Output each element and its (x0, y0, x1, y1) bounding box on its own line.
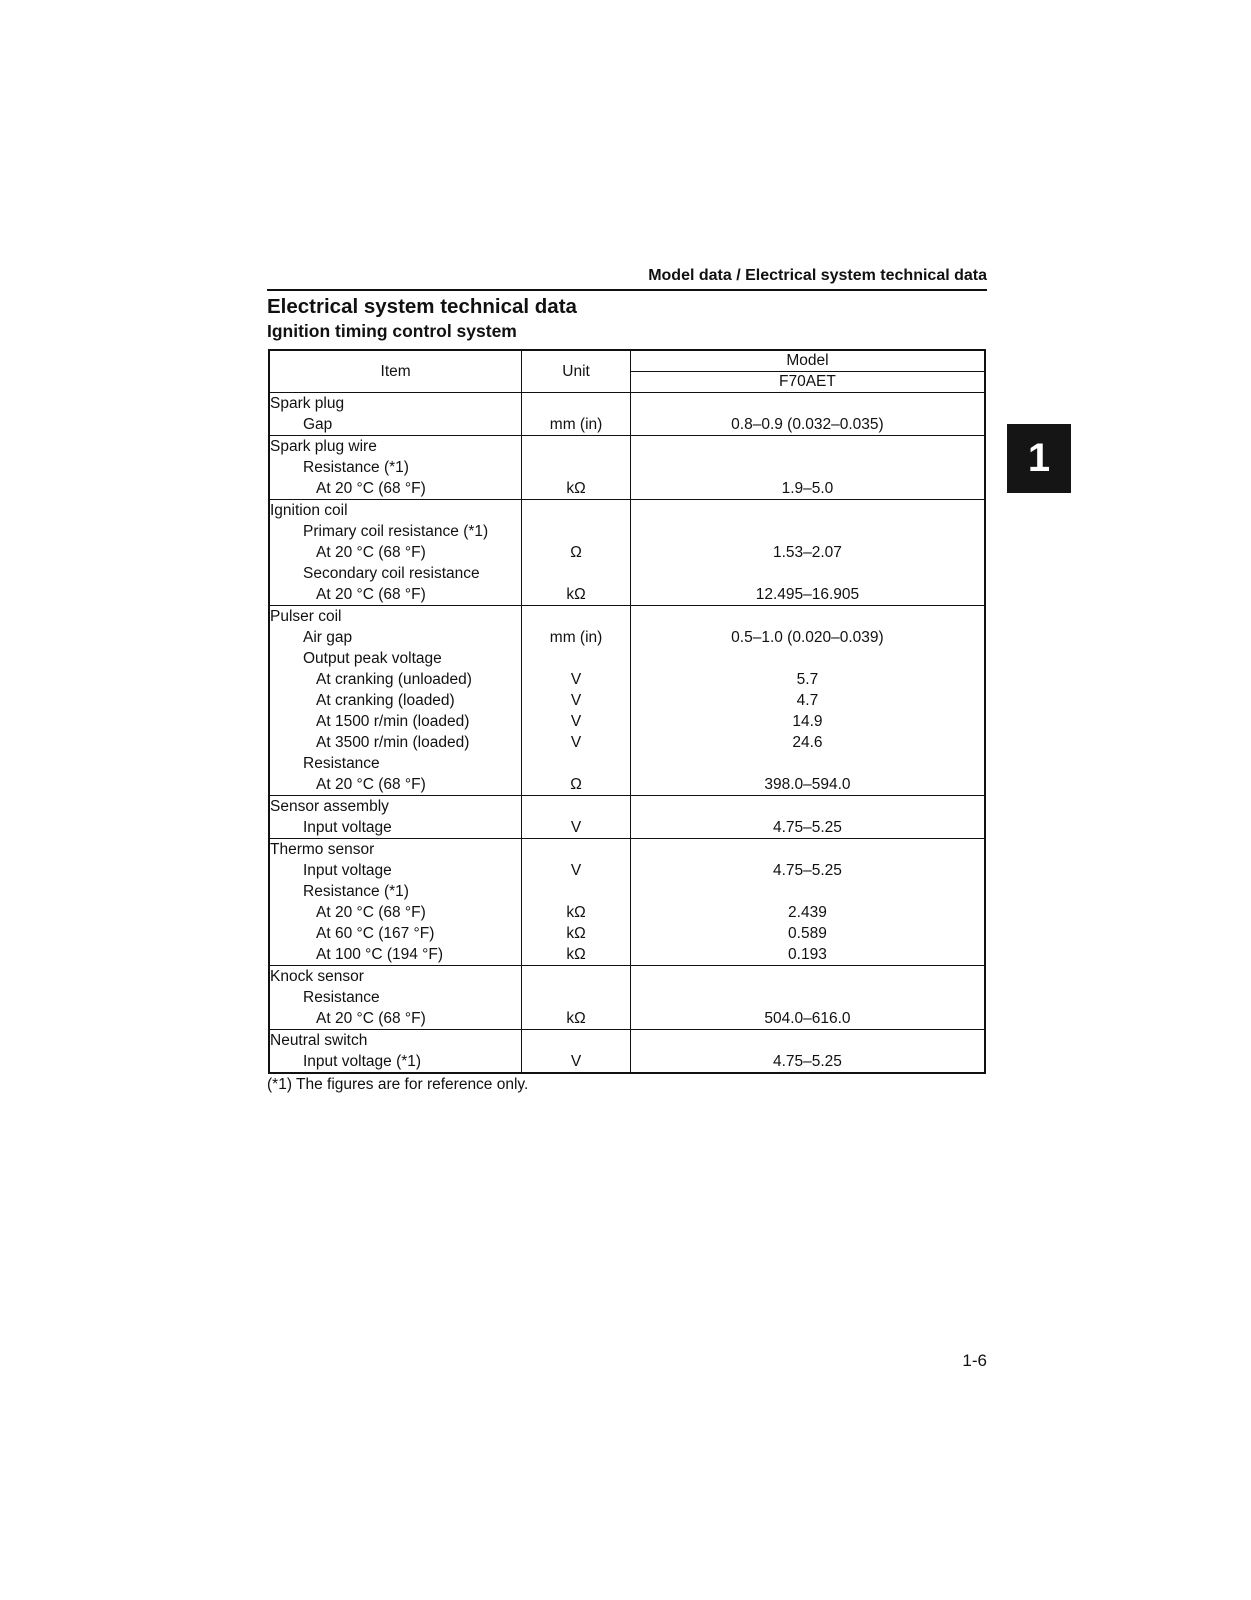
cell-item: Output peak voltage (269, 648, 522, 669)
cell-value (630, 436, 985, 458)
cell-value (630, 393, 985, 415)
table-row (269, 753, 985, 774)
cell-unit (522, 987, 631, 1008)
table-row (269, 711, 985, 732)
cell-unit: Ω (522, 774, 631, 796)
table-row (269, 563, 985, 584)
cell-value: 5.7 (630, 669, 985, 690)
cell-item: At 100 °C (194 °F) (269, 944, 522, 966)
header-rule (267, 289, 987, 291)
cell-unit: kΩ (522, 944, 631, 966)
cell-unit: V (522, 690, 631, 711)
table-row (269, 732, 985, 753)
cell-value (630, 839, 985, 861)
cell-item: Sensor assembly (269, 796, 522, 818)
cell-item: Resistance (*1) (269, 881, 522, 902)
table-row (269, 1051, 985, 1073)
cell-value (630, 987, 985, 1008)
cell-item: At 20 °C (68 °F) (269, 478, 522, 500)
table-row (269, 774, 985, 796)
table-row (269, 627, 985, 648)
chapter-tab: 1 (1007, 424, 1071, 493)
cell-unit (522, 648, 631, 669)
table-row (269, 839, 985, 861)
table-row (269, 881, 985, 902)
table-group (269, 796, 985, 839)
cell-value: 4.7 (630, 690, 985, 711)
cell-unit: kΩ (522, 478, 631, 500)
table-row (269, 690, 985, 711)
column-header-unit: Unit (522, 350, 631, 393)
cell-value: 0.193 (630, 944, 985, 966)
cell-unit (522, 753, 631, 774)
cell-unit (522, 393, 631, 415)
cell-value (630, 966, 985, 988)
footnote: (*1) The figures are for reference only. (267, 1076, 529, 1093)
cell-unit (522, 881, 631, 902)
table-row (269, 478, 985, 500)
table-row (269, 796, 985, 818)
cell-item: At cranking (unloaded) (269, 669, 522, 690)
table-row (269, 669, 985, 690)
cell-value: 14.9 (630, 711, 985, 732)
cell-unit: mm (in) (522, 627, 631, 648)
cell-value: 398.0–594.0 (630, 774, 985, 796)
column-header-model-name: F70AET (630, 372, 985, 393)
cell-value: 4.75–5.25 (630, 860, 985, 881)
cell-item: At 20 °C (68 °F) (269, 774, 522, 796)
table-group (269, 393, 985, 436)
column-header-item: Item (269, 350, 522, 393)
cell-item: At 60 °C (167 °F) (269, 923, 522, 944)
cell-unit: kΩ (522, 1008, 631, 1030)
table-row (269, 1008, 985, 1030)
cell-item: Gap (269, 414, 522, 436)
cell-value (630, 521, 985, 542)
cell-unit (522, 606, 631, 628)
cell-item: At 3500 r/min (loaded) (269, 732, 522, 753)
table-group (269, 966, 985, 1030)
table-row (269, 500, 985, 522)
table-row (269, 542, 985, 563)
cell-unit (522, 563, 631, 584)
cell-unit: V (522, 711, 631, 732)
running-header: Model data / Electrical system technical data (648, 267, 987, 284)
cell-unit: V (522, 817, 631, 839)
cell-unit: V (522, 669, 631, 690)
table-row (269, 457, 985, 478)
table-header (269, 350, 985, 393)
cell-unit (522, 796, 631, 818)
table-row (269, 584, 985, 606)
cell-value (630, 753, 985, 774)
cell-item: Thermo sensor (269, 839, 522, 861)
cell-value (630, 1030, 985, 1052)
table-row (269, 1030, 985, 1052)
table-row (269, 648, 985, 669)
cell-item: At 20 °C (68 °F) (269, 542, 522, 563)
cell-unit (522, 839, 631, 861)
table-row (269, 944, 985, 966)
section-subtitle: Ignition timing control system (267, 321, 517, 341)
page-number: 1-6 (962, 1351, 987, 1370)
cell-item: Spark plug wire (269, 436, 522, 458)
cell-value: 2.439 (630, 902, 985, 923)
table-group (269, 500, 985, 606)
cell-value: 4.75–5.25 (630, 1051, 985, 1073)
table-group (269, 839, 985, 966)
cell-value: 504.0–616.0 (630, 1008, 985, 1030)
cell-item: At 20 °C (68 °F) (269, 584, 522, 606)
cell-value: 4.75–5.25 (630, 817, 985, 839)
cell-unit (522, 1030, 631, 1052)
cell-item: Knock sensor (269, 966, 522, 988)
cell-item: Secondary coil resistance (269, 563, 522, 584)
cell-value (630, 881, 985, 902)
cell-value: 1.9–5.0 (630, 478, 985, 500)
table-row (269, 923, 985, 944)
cell-item: At 20 °C (68 °F) (269, 1008, 522, 1030)
cell-item: Ignition coil (269, 500, 522, 522)
cell-item: Pulser coil (269, 606, 522, 628)
table-row (269, 393, 985, 415)
table-row (269, 987, 985, 1008)
cell-value (630, 563, 985, 584)
table-row (269, 860, 985, 881)
cell-value: 1.53–2.07 (630, 542, 985, 563)
cell-unit: V (522, 732, 631, 753)
cell-unit: V (522, 1051, 631, 1073)
cell-unit: mm (in) (522, 414, 631, 436)
cell-unit: V (522, 860, 631, 881)
cell-unit: kΩ (522, 584, 631, 606)
cell-item: Input voltage (269, 860, 522, 881)
cell-item: At 1500 r/min (loaded) (269, 711, 522, 732)
cell-unit: kΩ (522, 902, 631, 923)
cell-item: Neutral switch (269, 1030, 522, 1052)
cell-unit (522, 500, 631, 522)
table-row (269, 902, 985, 923)
table-group (269, 1030, 985, 1074)
cell-item: Input voltage (269, 817, 522, 839)
column-header-model: Model (630, 350, 985, 372)
cell-value (630, 648, 985, 669)
table-row (269, 436, 985, 458)
table-row (269, 966, 985, 988)
cell-unit (522, 457, 631, 478)
table-row (269, 606, 985, 628)
cell-item: Resistance (269, 987, 522, 1008)
page-title: Electrical system technical data (267, 295, 577, 318)
cell-item: Resistance (269, 753, 522, 774)
cell-value (630, 796, 985, 818)
cell-item: At cranking (loaded) (269, 690, 522, 711)
table-group (269, 436, 985, 500)
cell-unit (522, 521, 631, 542)
cell-item: Input voltage (*1) (269, 1051, 522, 1073)
cell-value (630, 500, 985, 522)
table-group (269, 606, 985, 796)
cell-unit (522, 966, 631, 988)
cell-item: Spark plug (269, 393, 522, 415)
cell-value: 24.6 (630, 732, 985, 753)
cell-item: At 20 °C (68 °F) (269, 902, 522, 923)
cell-item: Resistance (*1) (269, 457, 522, 478)
cell-item: Air gap (269, 627, 522, 648)
cell-value: 0.589 (630, 923, 985, 944)
cell-value (630, 606, 985, 628)
cell-value: 0.8–0.9 (0.032–0.035) (630, 414, 985, 436)
cell-unit (522, 436, 631, 458)
cell-value (630, 457, 985, 478)
table-row (269, 817, 985, 839)
spec-table (268, 349, 986, 1074)
cell-unit: Ω (522, 542, 631, 563)
cell-value: 12.495–16.905 (630, 584, 985, 606)
cell-value: 0.5–1.0 (0.020–0.039) (630, 627, 985, 648)
cell-unit: kΩ (522, 923, 631, 944)
table-row (269, 414, 985, 436)
table-row (269, 521, 985, 542)
cell-item: Primary coil resistance (*1) (269, 521, 522, 542)
